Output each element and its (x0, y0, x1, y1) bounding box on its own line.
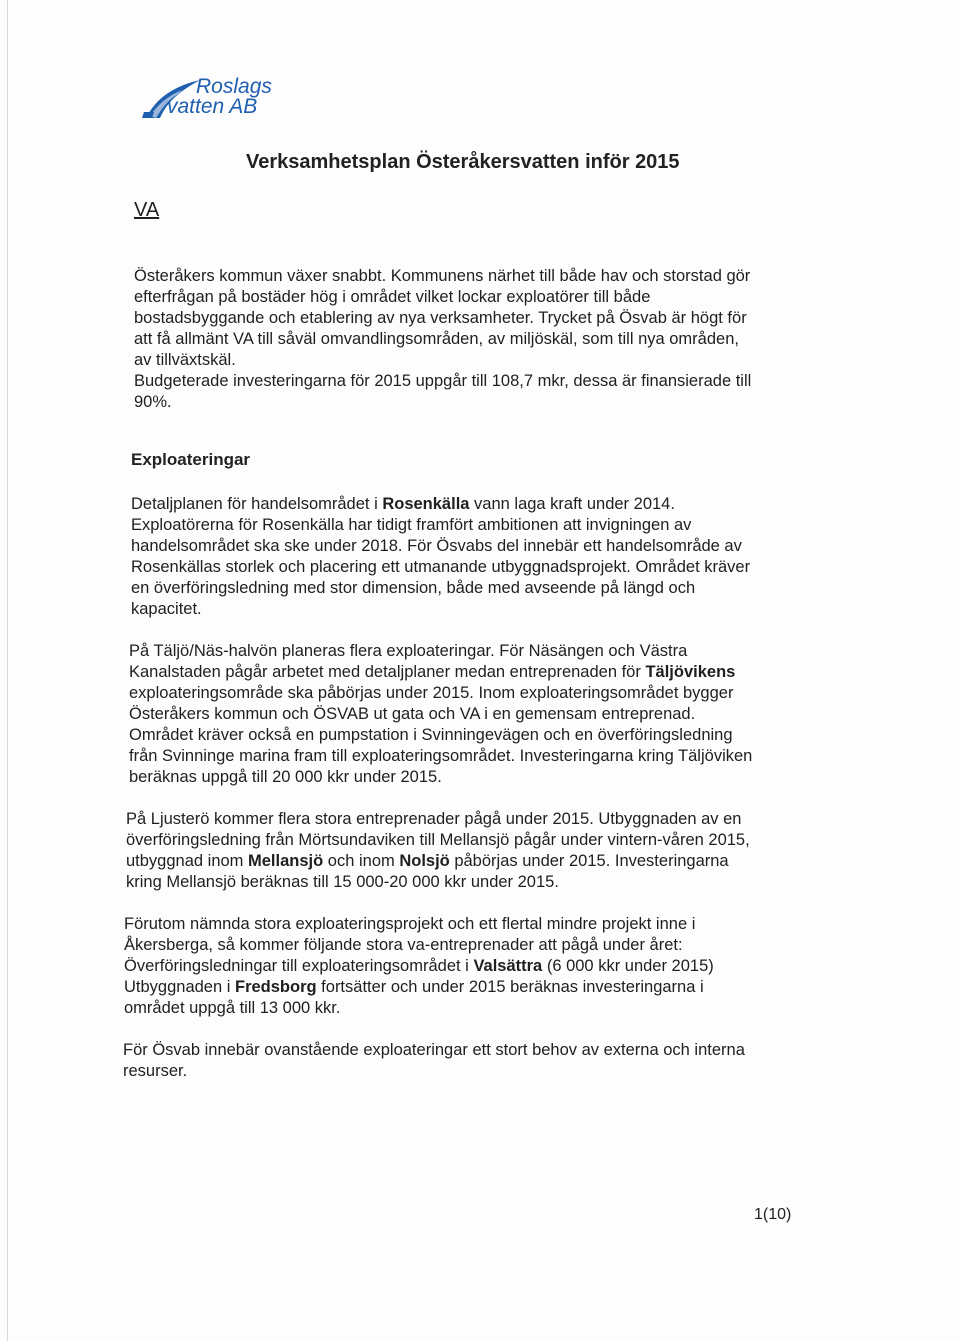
scan-edge-line (7, 0, 8, 1341)
paragraph-line: Detaljplanen för handelsområdet i Rosenkälla vann laga kraft under 2014. (131, 495, 675, 513)
heading-exploateringar: Exploateringar (131, 450, 251, 469)
paragraph-taljo (129, 641, 819, 788)
paragraph-line: För Ösvab innebär ovanstående exploateringar ett stort behov av externa och interna (123, 1041, 745, 1059)
paragraph-rosenkalla (131, 494, 821, 620)
paragraph-line: Exploatörerna för Rosenkälla har tidigt framfört ambitionen att invigningen av (131, 516, 692, 534)
paragraph-line: en överföringsledning med stor dimension, både med avseende på längd och (131, 579, 696, 597)
logo-text-line1: Roslags (196, 75, 272, 98)
paragraph-line: kapacitet. (131, 600, 202, 618)
intro-line: Österåkers kommun växer snabbt. Kommunens närhet till både hav och storstad gör (134, 267, 751, 285)
paragraph-line: På Ljusterö kommer flera stora entreprenader pågå under 2015. Utbyggnaden av en (126, 810, 742, 828)
page-number: 1(10) (754, 1206, 792, 1223)
paragraph-line: Rosenkällas storlek och placering ett utmanande utbyggnadsprojekt. Området kräver (131, 558, 751, 576)
paragraph-line: kring Mellansjö beräknas till 15 000-20 000 kkr under 2015. (126, 873, 559, 891)
paragraph-line: Området kräver också en pumpstation i Svinningevägen och en överföringsledning (129, 726, 733, 744)
paragraph-line: På Täljö/Näs-halvön planeras flera exploateringar. För Näsängen och Västra (129, 642, 688, 660)
paragraph-line: Österåkers kommun och ÖSVAB ut gata och VA i en gemensam entreprenad. (129, 705, 696, 723)
intro-line: 90%. (134, 393, 172, 411)
paragraph-line: området uppgå till 13 000 kkr. (124, 999, 341, 1017)
intro-line: bostadsbyggande och etablering av nya verksamheter. Trycket på Ösvab är högt för (134, 309, 747, 327)
intro-paragraph (134, 266, 824, 413)
intro-line: Budgeterade investeringarna för 2015 uppgår till 108,7 mkr, dessa är finansierade till (134, 372, 752, 390)
logo-text-line2: vatten AB (167, 95, 258, 118)
paragraph-line: från Svinninge marina fram till exploateringsområdet. Investeringarna kring Täljöviken (129, 747, 753, 765)
paragraph-line: Åkersberga, så kommer följande stora va-entreprenader att pågå under året: (124, 936, 683, 954)
paragraph-line: Utbyggnaden i Fredsborg fortsätter och under 2015 beräknas investeringarna i (124, 978, 704, 996)
paragraph-akersberga (124, 914, 814, 1019)
paragraph-line: Förutom nämnda stora exploateringsprojekt och ett flertal mindre projekt inne i (124, 915, 696, 933)
section-label-va: VA (134, 199, 160, 221)
paragraph-line: överföringsledning från Mörtsundaviken till Mellansjö pågår under vintern-våren 2015, (126, 831, 750, 849)
paragraph-line: handelsområdet ska ske under 2018. För Ösvabs del innebär ett handelsområde av (131, 537, 742, 555)
paragraph-line: resurser. (123, 1062, 188, 1080)
paragraph-line: beräknas uppgå till 20 000 kkr under 2015. (129, 768, 442, 786)
paragraph-resurser (123, 1040, 813, 1082)
paragraph-line: utbyggnad inom Mellansjö och inom Nolsjö påbörjas under 2015. Investeringarna (126, 852, 729, 870)
intro-line: efterfrågan på bostäder hög i området vilket lockar exploatörer till både (134, 288, 651, 306)
company-logo (142, 72, 312, 124)
paragraph-line: Överföringsledningar till exploateringsområdet i Valsättra (6 000 kkr under 2015) (124, 957, 714, 975)
document-title: Verksamhetsplan Österåkersvatten inför 2015 (246, 151, 680, 173)
paragraph-line: exploateringsområde ska påbörjas under 2015. Inom exploateringsområdet bygger (129, 684, 734, 702)
paragraph-ljustero (126, 809, 816, 893)
intro-line: av tillväxtskäl. (134, 351, 236, 369)
paragraph-line: Kanalstaden pågår arbetet med detaljplaner medan entreprenaden för Täljövikens (129, 663, 736, 681)
intro-line: att få allmänt VA till såväl omvandlingsområden, av miljöskäl, som till nya områden, (134, 330, 739, 348)
